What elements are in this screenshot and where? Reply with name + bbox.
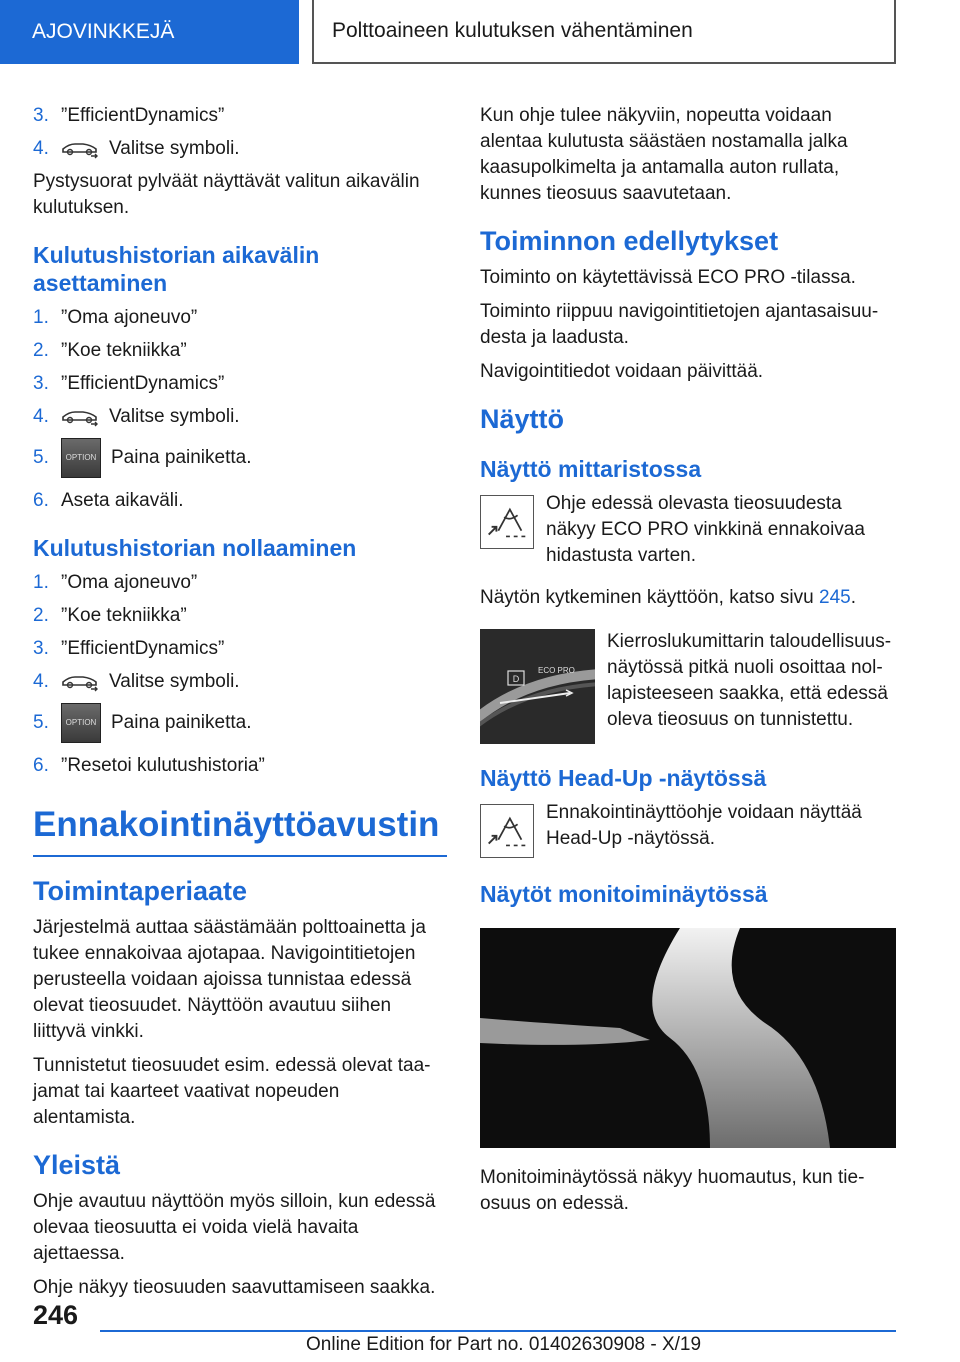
requirements-paragraph-1: Toiminto on käytettävissä ECO PRO -tilassa. xyxy=(480,267,856,288)
principle-paragraph-2: Tunnistetut tieosuudet esim. edessä olevat taajamat tai kaarteet vaativat nopeuden alentamista. xyxy=(33,1055,431,1128)
step-number: 4. xyxy=(33,406,49,427)
list-item xyxy=(33,371,447,397)
cluster-info-row xyxy=(480,491,896,577)
right-column xyxy=(480,103,896,1225)
requirements-paragraph-3: Navigointitiedot voidaan päivittää. xyxy=(480,361,764,382)
intro-paragraph: Kun ohje tulee näkyviin, nopeutta voidaan alentaa kulutusta säästäen nostamalla jalka kaasupolkimelta ja antamalla auton rullata, kunnes tieosuus saavutetaan. xyxy=(480,105,848,204)
list-item xyxy=(33,636,447,662)
step-text: Valitse symboli. xyxy=(109,406,240,427)
page-header-title: Polttoaineen kulutuksen vähentäminen xyxy=(312,0,896,64)
intro-steps xyxy=(33,103,447,162)
step-text: ”EfficientDynamics” xyxy=(61,105,225,126)
reference-text: Näytön kytkeminen käyttöön, katso sivu xyxy=(480,587,819,608)
step-number: 2. xyxy=(33,340,49,361)
step-number: 3. xyxy=(33,373,49,394)
section-tab: AJOVINKKEJÄ xyxy=(0,0,299,64)
car-icon xyxy=(61,138,99,160)
gauge-eco-label: ECO PRO xyxy=(538,666,575,675)
list-item xyxy=(33,488,447,514)
step-number: 3. xyxy=(33,638,49,659)
list-item xyxy=(33,136,447,162)
option-button-icon: OPTION xyxy=(61,703,101,743)
list-item xyxy=(33,305,447,331)
left-column xyxy=(33,103,447,1309)
gauge-description: Kierroslukumittarin taloudellisuusnäytössä pitkä nuoli osoittaa nollapisteeseen saakka, että edessä oleva tieosuus on tunnistettu. xyxy=(607,631,892,730)
cluster-reference xyxy=(480,585,896,611)
gauge-gear-label: D xyxy=(512,674,520,684)
step-text: ”EfficientDynamics” xyxy=(61,638,225,659)
hud-description: Ennakointinäyttöohje voidaan näyttää Head-Up -näytössä. xyxy=(546,802,862,849)
list-item xyxy=(33,404,447,430)
list-item xyxy=(33,570,447,596)
section-heading-principle: Toimintaperiaate xyxy=(33,876,248,906)
anticipation-hint-icon xyxy=(480,804,534,858)
list-item xyxy=(33,603,447,629)
list-item xyxy=(33,753,447,779)
step-number: 4. xyxy=(33,138,49,159)
anticipation-hint-icon xyxy=(480,495,534,549)
footer-divider xyxy=(100,1330,896,1332)
page-number: 246 xyxy=(33,1300,79,1330)
tachometer-eco-image xyxy=(480,629,595,744)
step-text: ”Resetoi kulutushistoria” xyxy=(61,755,265,776)
step-number: 5. xyxy=(33,712,49,733)
step-number: 6. xyxy=(33,755,49,776)
general-paragraph-1: Ohje avautuu näyttöön myös silloin, kun edessä olevaa tieosuutta ei voida vielä havaita ajettaessa. xyxy=(33,1191,436,1264)
step-text: ”Koe tekniikka” xyxy=(61,605,187,626)
list-item xyxy=(33,703,447,743)
step-number: 1. xyxy=(33,307,49,328)
footer-edition: Online Edition for Part no. 01402630908 - X/19 xyxy=(306,1334,702,1355)
section-heading-cid: Näytöt monitoiminäytössä xyxy=(480,881,768,907)
requirements-paragraph-2: Toiminto riippuu navigointitietojen ajantasaisuudesta ja laadusta. xyxy=(480,301,879,348)
list-item xyxy=(33,338,447,364)
option-button-icon: OPTION xyxy=(61,438,101,478)
main-heading: Ennakointinäyttöavustin xyxy=(33,803,447,857)
section-heading-hud: Näyttö Head-Up -näytössä xyxy=(480,765,767,791)
gauge-info-row xyxy=(480,629,896,744)
intro-paragraph: Pystysuorat pylväät näyttävät valitun aikavälin kulutuksen. xyxy=(33,171,420,218)
step-text: Valitse symboli. xyxy=(109,671,240,692)
section-heading-display: Näyttö xyxy=(480,404,565,434)
page-reference-link[interactable]: 245 xyxy=(819,587,851,608)
principle-paragraph-1: Järjestelmä auttaa säästämään polttoainetta ja tukee ennakoivaa ajotapaa. Navigointitietojen perusteella voidaan ajoissa tunnistaa edessä olevat tieosuudet. Näyttöön avautuu siihen liittyvä vinkki. xyxy=(33,917,426,1042)
step-number: 5. xyxy=(33,447,49,468)
section-heading-cluster: Näyttö mittaristossa xyxy=(480,456,702,482)
interval-steps xyxy=(33,305,447,514)
step-number: 2. xyxy=(33,605,49,626)
road-display-image xyxy=(480,928,896,1148)
car-icon xyxy=(61,406,99,428)
step-text: ”Oma ajoneuvo” xyxy=(61,572,198,593)
reset-steps xyxy=(33,570,447,779)
list-item xyxy=(33,669,447,695)
step-number: 3. xyxy=(33,105,49,126)
section-heading-requirements: Toiminnon edellytykset xyxy=(480,226,779,256)
reference-end: . xyxy=(850,587,856,608)
step-number: 6. xyxy=(33,490,49,511)
step-text: Valitse symboli. xyxy=(109,138,240,159)
step-number: 1. xyxy=(33,572,49,593)
section-heading-general: Yleistä xyxy=(33,1150,121,1180)
section-heading-interval: Kulutushistorian aikavälin asettaminen xyxy=(33,242,320,296)
car-icon xyxy=(61,671,99,693)
step-text: Paina painiketta. xyxy=(111,712,252,733)
step-text: Aseta aikaväli. xyxy=(61,490,184,511)
cid-description: Monitoiminäytössä näkyy huomautus, kun tieosuus on edessä. xyxy=(480,1167,865,1214)
step-text: ”EfficientDynamics” xyxy=(61,373,225,394)
hud-info-row xyxy=(480,800,896,860)
list-item xyxy=(33,438,447,478)
section-heading-reset: Kulutushistorian nollaaminen xyxy=(33,535,357,561)
step-text: ”Koe tekniikka” xyxy=(61,340,187,361)
general-paragraph-2: Ohje näkyy tieosuuden saavuttamiseen saakka. xyxy=(33,1277,436,1298)
step-number: 4. xyxy=(33,671,49,692)
step-text: Paina painiketta. xyxy=(111,447,252,468)
step-text: ”Oma ajoneuvo” xyxy=(61,307,198,328)
list-item xyxy=(33,103,447,129)
cluster-description: Ohje edessä olevasta tieosuudesta näkyy ECO PRO vinkkinä ennakoivaa hidastusta varten. xyxy=(546,493,865,566)
